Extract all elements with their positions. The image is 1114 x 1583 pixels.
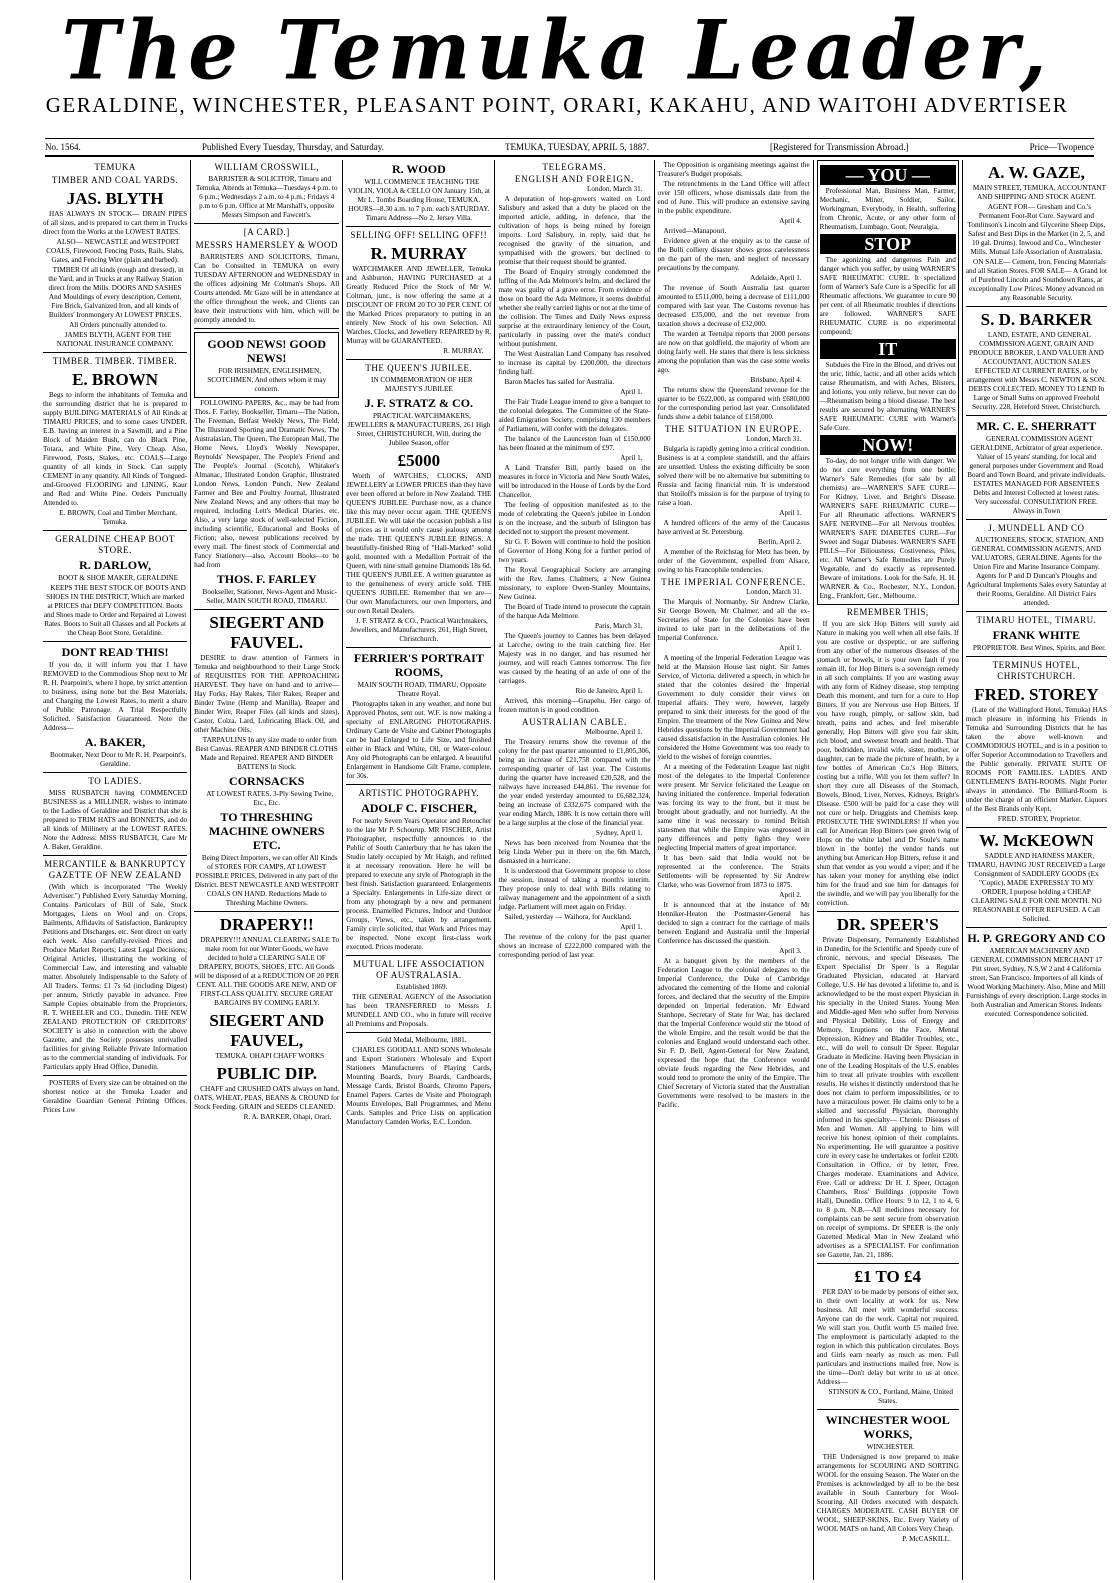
divider (346, 647, 491, 648)
news-paragraph: Baron Macles has sailed for Australia. (504, 378, 615, 386)
ad-stratz-signature: J. F. STRATZ & CO., Practical Watchmakers, Jewellers, and Manufacturers, 261, High Street, Christchurch. (350, 617, 488, 643)
news-paragraph: The Treasury returns show the revenue of the colony for the past quarter amounted to £1,805,306, being an increase of £21,758 compared with the corresponding quarter of last year. The Customs during the quarter have increased £20,528, and the railways have increased £44,861. The revenue for the year ended yesterday amounted to £6,682,324, being an increase of £332,675 compared with the year ending March, 1886. It is now certain there will be a large surplus at the close of the financial year. (498, 738, 651, 827)
ad-fischer-text: For nearly Seven Years Operator and Retoucher to the late Mr P. Schourup. MR FISCHER, Artist Photographer, respectfully announces to the Public of South Canterbury that he has taken the Studio lately occupied by Mr Haigh, and refitted it at necessary renovation. Here he will be prepared to execute any style of Photograph in the best finish. Satisfaction guaranteed. Enlargements a Specialty. Enlargements in Life-size direct or from any photograph by a new and permanent process. Enamelled Pictures, Indoor and Outdoor Groups, Views, etc., taken by arrangement. Family circle solicited, that Work and Prices may be inspected. None except first-class work executed. Prices moderate. (346, 817, 492, 951)
masthead-title: The Temuka Leader, (61, 2, 1053, 99)
dateline-item: Brisbane, April 4. (750, 376, 802, 384)
news-paragraph: News has been received from Noumea that the brig Linda Weber put in there on the 6th March, dismasted in a hurricane. (498, 839, 651, 865)
divider (817, 1263, 959, 1264)
divider (194, 328, 339, 329)
ad-gaze-sale: ON SALE— Cement, Iron, Fencing Materials and all Station Stores. FOR SALE— A Grand lot of Purebred Lincoln and Southdown Rams, at exceptionally Low Prices. Money advanced on any Reasonable Security. (965, 258, 1107, 302)
divider (966, 306, 1107, 307)
column-2 (191, 160, 343, 1580)
publish-schedule: Published Every Tuesday, Thursday, and Saturday. (201, 142, 384, 152)
ad-wool-signature: P. McCASKILL. (902, 1535, 951, 1543)
section-situation-europe: THE SITUATION IN EUROPE. (665, 424, 803, 434)
news-paragraph: The Board of Enquiry strongly condemned the luffing of the Ada Melmore's helm, and declared the mate was guilty of a grave error. From evidence of those on board the Ada Melmore, it seems doubtful whether she really carried lights or not at the time of the collision. The Times and Daily News express surprise at the extraordinary leniency of the Court, particularly in passing over the mate's conduct without punishment. (498, 268, 651, 348)
ad-gaze-text: MAIN STREET, TEMUKA, ACCOUNTANT AND SHIPPING AND STOCK AGENT. (972, 184, 1106, 201)
ad-baker-name: A. BAKER, (84, 735, 146, 749)
news-paragraph: Sailed, yesterday — Waihora, for Auckland. (504, 913, 632, 921)
ad-warner-now-text: To-day, do not longer trifle with danger. We do not cure everything from one bottle; Warner's Safe Remedies (for sale by all chemists) are—WARNER'S SAFE CURE—For Kidney, Liver, and Bright's Disease. WARNER'S SAFE RHEUMATIC CURE—For all Rheumatic affections. WARNER'S SAFE NERVINE—For all Nervous troubles. WARNER'S SAFE DIABETES CURE—For Sweet and Sugar Diabetes. WARNER'S SAFE PILLS—For Biliousness, Costiveness, Piles, etc. All Warner's Safe Remedies are Purely Vegetable, and do exactly as represented. Beware of imitations. Look for the Safe. H. H. WARNER & Co., Rochester, N.Y., London, Eng., Frankfort, Ger., Melbourne. (819, 457, 956, 600)
ad-blyth-location: TEMUKA (94, 162, 136, 172)
ad-barker-text: LAND, ESTATE, AND GENERAL COMMISSION AGENT, GRAIN AND PRODUCE BROKER, LAND VALUER AND ACCOUNTANT, AUCTION SALES EFFECTED AT CURRENT RATES, or by arrangement with Messrs C. NEWTON & SON. DEBTS COLLECTED. MONEY TO LEND In Large or Small Sums on approved Freehold Security. 228, Hereford Street, Christchurch. (966, 331, 1107, 411)
news-paragraph: The revenue of South Australia last quarter amounted to £511,000, being a decrease of £111,000 compared with last year. The Customs revenue has decreased £35,000, and the net revenue from taxation shows a decrease of £32,000. (657, 284, 810, 328)
column-7 (963, 160, 1110, 1580)
ad-stratz-head: THE QUEEN'S JUBILEE. (365, 363, 473, 373)
ad-brown-signature: E. BROWN, Coal and Timber Merchant, Temuka. (59, 509, 177, 526)
ad-darlow-sub: BOOT & SHOE MAKER, GERALDINE (58, 574, 178, 582)
ad-stratz-text: IN COMMEMORATION OF HER MAJESTY'S JUBILEE (371, 376, 473, 393)
dateline-item: Sydney, April 1. (595, 829, 643, 837)
ad-fischer-name: ADOLF C. FISCHER, (361, 801, 477, 815)
divider (43, 530, 187, 531)
ad-gregory-name: H. P. GREGORY AND CO (967, 931, 1106, 945)
ad-stinson-head: £1 TO £4 (854, 1267, 921, 1286)
dateline-item: April 1. (620, 454, 643, 462)
ad-mckeown-text: SADDLE AND HARNESS MAKER, TIMARU, HAVING JUST RECEIVED a Large Consignment of SADDLERY GOODS (Ex "Coptic), MADE EXPRESSLY TO MY ORDER, I purpose holding a CHEAP CLEARING SALE FOR ONE MONTH. NO REASONABLE OFFER REFUSED. A Call Solicited. (967, 852, 1106, 923)
section-imperial-conference: THE IMPERIAL CONFERENCE. (661, 577, 806, 587)
ad-darlow-text: KEEPS THE BEST STOCK OF BOOTS AND SHOES IN THE DISTRICT, Which are marked at PRICES that DEFY COMPETITION. Boots and Shoes made to Order and Repaired at Lowest Rates. Boots to Suit all Classes and all Pockets at the Cheap Boot Store, Geraldine. (43, 584, 187, 637)
news-paragraph: At a banquet given by the members of the Federation League to the colonial delegates to the Imperial Conference, the Duke of Cambridge advocated the cementing of the Home and colonial forces, and declared that the security of the Empire depended on Imperial federation. Mr Edward Stanhope, Secretary of State for War, has declared that the Imperial Conference would stir the blood of the whole Empire, and the result would be that the colonies and England would understand each other. Sir F. D. Bell, Agent-General for New Zealand, expressed the hope that the Conference would obviate feuds regarding the New Hebrides, and would tend to promote the unity of the Empire. The Chief Secretary of Victoria stated that the Australian Governments were resolved to be masters in the Pacific. (657, 957, 810, 1109)
divider (817, 1409, 959, 1410)
ad-hamersley-text: BARRISTERS AND SOLICITORS, Timaru, Can be Consulted in TEMUKA on every TUESDAY AFTERNOON and WEDNESDAY in the offices adjoining Mr Coltman's Shops. All Courts attended. Mr Gaze will be in attendance at the office throughout the week, and Clients can leave their instructions with him, which will be promptly attended to. (194, 253, 340, 324)
ad-sherratt-text: GENERAL COMMISSION AGENT GERALDINE, Arbitrator of great experience. Valuer of 15 years' standing, for local and general purposes under Government and Road Board and Town Board, and private individuals. ESTATES MANAGED FOR ABSENTEES Debts and Interest Collected at lowest rates. Very successful. CONSULTATION FREE. Always in Town (967, 435, 1106, 515)
ad-murray-head: SELLING OFF! SELLING OFF!! (350, 230, 488, 240)
news-paragraph: It is announced that at the instance of Mr Henniker-Heaton the Postmaster-General has decided to sign a contract for the carriage of mails between England and Australia until the Imperial Conference has discussed the question. (657, 901, 810, 945)
ad-dip-head: PUBLIC DIP. (216, 1064, 317, 1083)
news-paragraph: The Opposition is organising meetings against the Treasurer's Budget proposals. (657, 161, 810, 178)
dateline-item: Paris, March 31. (595, 622, 643, 630)
ad-mundell-text: AUCTIONEERS, STOCK, STATION, AND GENERAL COMMISSION AGENTS, AND VALUATORS, GERALDINE. Agents for the Union Fire and Marine Insurance Company. Agents for P and D Duncan's Ploughs and Agricultural Implements Sales every Saturday at their Rooms, Geraldine. All District Fairs attended. (966, 536, 1107, 607)
masthead (0, 0, 1114, 120)
ad-sherratt-name: MR. C. E. SHERRATT (976, 419, 1097, 433)
ad-siegert-name: SIEGERT AND FAUVEL. (209, 613, 325, 652)
dateline-item: Adelaide, April 1. (750, 274, 802, 282)
ad-brown-text: Begs to inform the inhabitants of Temuka and the surrounding district that he is prepared to supply BUILDING MATERIALS of All Kinds at TIMARU PRICES, and to some cases UNDER. E.B. having an interest in a Sawmill, and a Pine Block of Maiden Bush, can do Black Pine, Totara, and White Pine, Very Cheap. Also, Firewood, Posts, Stakes, etc. COALS—Large quantity of all kinds in Stock. Can supply CEMENT in any quantity. All Kinds of Tongued-and-Grooved FLOORING and LINING, Kaur and Red and White Pine. Orders Punctually Attended to. (43, 391, 188, 507)
ad-ferrier-head: FERRIER'S PORTRAIT ROOMS, (353, 651, 484, 679)
news-paragraph: The returns show the Queensland revenue for the quarter to be £622,000, as compared with £680,000 for the corresponding period last year. Consolidated funds show a debit balance of £158,000. (657, 386, 810, 421)
ad-hamersley-card: [A CARD.] (243, 227, 290, 237)
dateline-item: London, March 31. (746, 588, 802, 596)
divider (346, 359, 491, 360)
ad-blyth-name: JAS. BLYTH (66, 189, 164, 208)
ad-mckeown-name: W. McKEOWN (979, 831, 1094, 850)
column-6 (814, 160, 963, 1580)
divider (194, 609, 339, 610)
ad-baker-head: DONT READ THIS! (61, 645, 169, 659)
ad-posters-text: POSTERS of Every size can be obtained on the shortest notice at the Temuka Leader and Geraldine Guardian General Printing Offices. Prices Low (43, 1079, 188, 1114)
ad-crosswill-text: BARRISTER & SOLICITOR, Timaru and Temuka, Attends at Temuka—Tuesdays 4 p.m. to 6 p.m.; Wednesdays 2 a.m. to 4 p.m.; Fridays 4 p.m to 6 p.m. Office at Mr Marshall's, opposite Messrs Simpson and Fawcett's. (195, 175, 338, 219)
news-paragraph: The feeling of opposition manifested as to the mode of celebrating the Queen's jubilee in London is on the increase, and the suburb of Islington has decided not to support the present movement. (498, 501, 651, 536)
ad-warner-you-text: Professional Man, Business Man, Farmer, Mechanic, Miner, Soldier, Sailor, Workingman, Everybody, in Health, suffering from Chronic, Acute, or any other form of Rheumatism, Lumbago, Gout, Neuralgia, (819, 187, 956, 231)
news-paragraph: It is understood that Government propose to close the session, instead of taking a month's interim. They propose only to deal with Bills relating to railway management and the appointment of a sixth judge. Parliament will meet again on Friday. (498, 867, 651, 911)
ad-farley-signature: Bookseller, Stationer, News-Agent and Music-Seller, MAIN SOUTH ROAD, TIMARU. (202, 588, 337, 605)
section-english-foreign: ENGLISH AND FOREIGN. (514, 174, 635, 184)
masthead-subtitle: GERALDINE, WINCHESTER, PLEASANT POINT, ORARI, KAKAHU, AND WAITOHI ADVERTISER (45, 93, 1069, 117)
ad-stratz-amount: £5000 (397, 451, 441, 470)
ad-siegert-cornsacks: CORNSACKS (229, 774, 305, 788)
news-paragraph: A hundred officers of the army of the Caucasus have arrived at St. Petersburg. (657, 519, 810, 536)
news-paragraph: The West Australian Land Company has resolved to increase its capital by £200,000, the directors finding half. (498, 350, 651, 376)
dateline-item: April 1. (779, 644, 802, 652)
ad-siegert-cornsacks-text: AT LOWEST RATES. 3-Ply Sewing Twine, Etc., Etc. (206, 790, 334, 807)
news-paragraph: The Queen's journey to Cannes has been delayed at Larcche, owing to the train catching fire. Her Majesty was in no danger, and has resumed her journey, and will reach Cannes tomorrow. The fire was caused by the heating of an axle of one of the carriages. (498, 632, 651, 685)
ad-rusbatch-text: MISS RUSBATCH having COMMENCED BUSINESS as a MILLINER, wishes to intimate to the Ladies of Geraldine and District that she is prepared to TRIM HATS and BONNETS, and do all kinds of Millinery at the LOWEST RATES. Note the Address: MISS RUSBATCH, Care Mr A. Baker, Geraldine. (43, 789, 188, 851)
ad-farley-sub: FOR IRISHMEN, ENGLISHMEN, SCOTCHMEN, And others whom it may concern. (207, 367, 327, 393)
divider (817, 911, 959, 912)
divider (346, 226, 491, 227)
ad-dip-signature: R. A. BARKER, Ohapi, Orari. (243, 1113, 332, 1121)
dateline-item: London, March 31. (587, 185, 643, 193)
ad-timaru-hotel-name: TIMARU HOTEL, TIMARU. (976, 615, 1097, 625)
news-paragraph: A member of the Reichstag for Metz has been, by order of the Government, expelled from Alsace, owing to his Francophile tendencies. (657, 548, 810, 574)
ad-warner-it-text: Subdues the Fire in the Blood, and drives out the uric, lithic, lactic, and all other acids which cause Rheumatism, and with Aches, Blisters, and lotions, you only relieve, but never can do—Rheumatism being a blood disease. The best results are secured by alternating WARNER'S SAFE RHEUMATIC CURE with Warner's Safe Cure. (819, 361, 956, 432)
ad-farley-head: GOOD NEWS! GOOD NEWS! (207, 337, 327, 365)
ad-wool-head: WINCHESTER WOOL WORKS, (825, 1413, 950, 1441)
ad-wood-name: R. WOOD (391, 162, 446, 176)
ad-wood-text: WILL COMMENCE TEACHING THE VIOLIN, VIOLA & CELLO ON January 15th, at Mr L. Tombs Boarding House, TEMUKA. HOURS—8.30 a.m. to 7 p.m. each SATURDAY. Timaru Address—No 2, Jersey Villa. (347, 178, 490, 222)
ad-speer-text: Private Dispensary, Permanently Established in Dunedin, for the Scientific and Speedy cure of chronic, nervous, and special Diseases. The Expert Specialist Dr Speer is a Regular Graduated Physician, educated at Harvard College, U.S. He has devoted a lifetime to, and is acknowledged to be the most expert Physician in his specialty in the United States. Young Men and Middle-aged Men who suffer from Nervous and Physical Debility, Loss of Energy and Memory, Eruptions on the Face, Mental Depression, Kidney and Bladder Troubles, etc., etc., will do well to consult Dr Speer. Regular Graduate in Medicine. Having been Physician in one of the Leading Hospitals of the U.S. enables him to treat all private troubles with excellent results. He wishes it distinctly understood that he does not claim to perform impossibilities, or to have a miraculous power. He claims only to be a skilled and successful Physician, thoroughly informed in his specialty— Chronic Diseases of Men and Women. All applying to him will receive his honest opinion of their complaints. No experimenting. He will guarantee a positive cure in every case he undertakes or forfeit £200. Consultation in Office, or by letter, Free. Charges moderate. Examinations and Advice, Free. Call or address: Dr H. J. Speer, Octagon Chambers, Ross' Buildings (opposite Town Hall), Dunedin. Office Hours: 9 to 12, 1 to 4, 6 to 8 p.m. N.B.—All medicines necessary for complaints can be sent secure from observation on receipt of symptoms. Dr SPEER is the only Gazetted Medical Man in New Zealand who advertises as a SPECIALIST. For confirmation see Gazette, Jan. 21, 1886. (816, 936, 959, 1259)
ad-mutual-sub: Established 1869. (396, 983, 448, 991)
ad-rusbatch-head: TO LADIES. (88, 776, 142, 786)
news-paragraph: The revenue of the colony for the past quarter shows an increase of £222,000 compared with the corresponding period of last year. (498, 933, 651, 959)
dateline (45, 138, 1094, 157)
ad-ferrier-sub: MAIN SOUTH ROAD, TIMARU, Opposite Theatre Royal. (357, 681, 487, 698)
ad-murray-signature: R. MURRAY. (443, 347, 484, 355)
dateline-item: April 4. (779, 217, 802, 225)
divider (966, 611, 1107, 612)
news-paragraph: Arrived, this morning—Gnapehu. Her cargo of frozen mutton is in good condition. (498, 697, 651, 714)
ad-goodall-head: Gold Medal, Melbourne, 1881. (377, 1036, 467, 1044)
column-5 (655, 160, 814, 1580)
ad-siegert-threshing: TO THRESHING MACHINE OWNERS ETC. (208, 810, 325, 852)
news-paragraph: Arrived—Manapouri. (663, 227, 727, 235)
dateline-item: London, March 31. (746, 435, 802, 443)
divider (346, 1032, 491, 1033)
ad-timaru-hotel-text: PROPRIETOR. Best Wines, Spirits, and Beer. (972, 644, 1106, 652)
ad-blyth-title: TIMBER AND COAL YARDS. (51, 175, 179, 185)
news-paragraph: Evidence given at the enquiry as to the cause of the Bulli colliery disaster shows gross carelessness on the part of the men, and neglect of necessary precautions by the company. (657, 237, 810, 272)
ad-gazette-head: MERCANTILE & BANKRUPTCY GAZETTE OF NEW ZEALAND (44, 859, 187, 880)
news-paragraph: A meeting of the Imperial Federation League was held at the Mansion House last night. Sir James Service, of Victoria, delivered a speech, in which he stated that the colonies desired the Imperial Government to duly consider their views on Imperial affairs. They were, however, largely prepared to sink their interests for the good of the Empire. The treatment of the New Guinea and New Hebrides questions by the Imperial Government had caused dissatisfaction in the Australian colonies. He considered the Home Government was too ready to yield to the wishes of foreign countries. (657, 654, 810, 761)
ad-hamersley-title: MESSRS HAMERSLEY & WOOD (195, 240, 338, 250)
ad-timaru-hotel-proprietor: FRANK WHITE (992, 628, 1081, 642)
divider (966, 656, 1107, 657)
ad-blyth-signature: JAMES BLYTH, AGENT FOR THE NATIONAL INSURANCE COMPANY. (56, 331, 174, 348)
section-telegrams: TELEGRAMS. (542, 162, 607, 172)
dateline-item: Melbourne, April 1. (585, 728, 643, 736)
column-1 (40, 160, 191, 1580)
ad-storey-text: (Late of the Wallingford Hotel, Temuka) HAS much pleasure in informing his Friends in Temuka and Surrounding Districts that he has taken the above well-known and COMMODIOUS HOTEL, and is in a position to offer Superior Accommodation to Travellers and the Public generally. PRIVATE SUITE OF ROOMS FOR FAMILIES. LADIES AND GENTLEMEN'S BATH-ROOMS. Night Porter always in attendance. The Billiard-Room is under the charge of an efficient Marker. Liquors of the Best Brands only Kept. (965, 706, 1107, 813)
news-paragraph: The Marquis of Normanby, Sir Andrew Clarke, Sir George Bowen, Mr Chalmer, and all the ex-Secretaries of State for the Colonies have been invited to take part in the deliberations of the Imperial Conference. (657, 598, 810, 642)
dateline-item: April 2. (779, 891, 802, 899)
ad-mundell-name: J. MUNDELL AND CO (988, 523, 1085, 533)
ad-storey-name: FRED. STOREY (974, 685, 1099, 704)
ad-dip-text: CHAFF and CRUSHED OATS always on hand. OATS, WHEAT, PEAS, BEANS & CROUND for Stock Feeding. GRAIN and SEEDS CLEANED. (194, 1085, 340, 1111)
news-paragraph: Bulgaria is rapidly getting into a critical condition. Business is at a complete standstill, and the affairs are unsettled. Unless the existing difficulty be soon solved there will be no alternative but submitting to Russia and facing financial ruin. It is understood that Stoiloff's mission is for the purpose of trying to raise a loan. (657, 445, 810, 507)
divider (966, 415, 1107, 416)
ad-mutual-head: MUTUAL LIFE ASSOCIATION OF AUSTRALASIA. (353, 959, 485, 980)
ad-farley-box (194, 332, 339, 398)
ad-siegert-threshing-text: Being Direct Importers, we can offer All Kinds of STORES FOR CAMPS, AT LOWEST POSSIBLE PRICES, Delivered in any part of the District. BEST NEWCASTLE AND WESTPORT COALS ON HAND. Reductions Made to Threshing Machine Owners. (194, 854, 339, 907)
ad-blyth-orders: All Orders punctually attended to. (69, 321, 168, 329)
ad-farley-text: FOLLOWING PAPERS, &c., may be had from Thos. F. Farley, Bookseller, Timaru—The Nation, The Freeman, Belfast Weekly News, The Field, The Illustrated Sporting and Dramatic News, The Australasian, The Queen, The European Mail, The Home News, Lloyd's Weekly Newspaper, Reynolds' Newspaper, The People's Friend and The People's Journal (Scotch), Whitaker's Almanac, Illustrated London Graphic, Illustrated London News, London Punch, New Zealand Farmer and Bee and Poultry Journal, Illustrated New Zealand News, and any others that may be required, including Lett's Medical Diaries, etc. Also, a very large stock of well-selected Fiction, including scientific, Educational and Books of Fiction; also, newest publications received by every mail. The finest stock of Commercial and Fancy Stationery—also, Account Books—to be had from (194, 399, 340, 569)
ad-warner-you: — YOU — (820, 165, 956, 185)
ad-murray-text: WATCHMAKER AND JEWELLER, Temuka and Ashburton, HAVING PURCHASED at a Greatly Reduced Price the Stock of Mr W. Coltman, junr., is now offering the same at a DISCOUNT OF FROM 20 TO 30 PER CENT. Of the Marked Prices preparatory to putting in an entirely New Stock of his own Selection. All Watches, Clocks, and Jewellery REPAIRED by R. Murray will be GUARANTEED. (346, 265, 492, 345)
ad-drapery-signature: TEMUKA. OHAPI CHAFF WORKS (215, 1052, 325, 1060)
dateline-item: April 1. (779, 509, 802, 517)
ad-stratz-sub: PRACTICAL WATCHMAKERS, JEWELLERS & MANUFACTURERS, 261 High Street, CHRISTCHURCH, Will, during the Jubilee Season, offer (347, 412, 491, 447)
section-australian-cable: AUSTRALIAN CABLE. (521, 717, 628, 727)
news-paragraph: It has been said that India would not be represented at the conference. The Straits Settlements will be represented by Sir Andrew Clarke, who was Governor from 1873 to 1875. (657, 854, 810, 889)
news-paragraph: The Royal Geographical Society are arranging with the Rev. James Chalmers, a New Guinea missionary, to explore Owen-Stanley Mountains, New Guinea. (498, 566, 651, 601)
ad-siegert-text: DESIRE to draw attention of Farmers in Temuka and neighbourhood to their Large Stock of REQUISITES FOR THE APPROACHING HARVEST. They have on hand and to arrive— Hay Forks, Hay Rakes, Tiler Rakes, Reaper and Binder Twine (Hemp and Manilla), Reaper and Binder Wire, Reaper Files (all kinds and sizes), Castor, Colza, Lard, Lubricating Black Oil, and other Machine Oils. (194, 654, 340, 734)
issue-date: TEMUKA, TUESDAY, APRIL 5, 1887. (504, 142, 649, 152)
ad-darlow-name: R. DARLOW, (79, 558, 152, 572)
column-4 (495, 160, 654, 1580)
ad-warner-stop: STOP (820, 234, 956, 254)
dateline-item: Rio de Janeiro, April 1. (575, 687, 643, 695)
ad-gazette-text: (With which is incorporated "The Weekly Advertiser.") Published Every Saturday Morning, Contains Particulars of Bill of Sale, Stock Mortgages, Liens on Wool and on Crops, Bailments, Affidavits of Satisfaction, Bankruptcy Petitions and Discharges, etc. Sent direct on early each week. Also carefully-revised Prices and Produce Market Reports; Latest Legal Decisions; Original Articles, illustrating the working of Commercial Law, and interesting and valuable matter. Absolutely Indispensable to the Safety of All Traders. Terms: £1 7s 6d (including Digest) per annum, Strictly payable in advance. Free Sample Copies obtainable from the Proprietors, R. T. WHEELER and CO., Dunedin. THE NEW ZEALAND PROTECTION OF CREDITORS' SOCIETY is also in connection with the above Gazette, and the Society possesses unrivalled facilities for giving Reliable Private Information as to the commercial standing of individuals. For Particulars apply Head Office, Dunedin. (43, 883, 188, 1071)
ad-drapery-name: SIEGERT AND FAUVEL, (209, 1011, 325, 1050)
news-paragraph: A Land Transfer Bill, partly based on the measures in force in Victoria and New South Wales, will be introduced in the House of Lords by the Lord Chancellor. (498, 464, 651, 499)
news-paragraph: The retrenchments in the Land Office will affect over 150 officers, whose dismissals date from the end of June. This will produce an extensive saving in the public expenditure. (657, 180, 810, 215)
news-paragraph: At a meeting of the Federation League last night most of the delegates to the Imperial Conference were present. Mr Service felicitated the League on having initiated the conference. Imperial federation was forcing its way to the front, but it must be brought about gradually, and not hurriedly. At the same time it was necessary to remind British statesmen that while the Empire was engrossed in party differences and petty fights they were neglecting Imperial matters of great importance. (657, 763, 810, 852)
column-3 (343, 160, 495, 1580)
ad-barker-name: S. D. BARKER (980, 310, 1093, 329)
news-paragraph: A deputation of hop-growers waited on Lord Salisbury and asked that a duty be placed on the imported article, adding, in defence, that the cultivation of hops is being ruined by foreign imports. Lord Salisbury, in reply, said that he recognised the gravity of the situation, and sympathised with the growers, but declined to promise that their request should be granted. (498, 195, 651, 266)
ad-blyth-timber: TIMBER Of all kinds (rough and dressed), in the Yard, and in Trucks at any Railway Station direct from the Mills. DOORS AND SASHES And Mouldings of every description, Cement, Fire Brick, Galvanized Iron, and all kinds of Builders' Ironmongery At LOWEST PRICES. (48, 266, 184, 319)
divider (966, 827, 1107, 828)
ad-baker-sub: Bootmaker, Next Door to Mr R. H. Pearpoint's, Geraldine. (50, 751, 187, 768)
ad-goodall-text: CHARLES GOODALL AND SONS Wholesale and Export Stationers Wholesale and Export Stationers Manufacturers of Playing Cards, Mounting Boards, Ivory Boards, Cardboards, Message Cards, Bristol Boards, Chromo Papers, Enamel Papers. Cartes de Visite and Photograph Mounts Envelopes, Ball Programmes, and Menu Cards. Samples and Price Lists on application Manufactory Camden Works, E.C. London. (346, 1046, 492, 1126)
news-paragraph: The Board of Trade intend to prosecute the captain of the barque Ada Melmore. (498, 603, 651, 620)
ad-darlow-head: GERALDINE CHEAP BOOT STORE. (55, 534, 175, 555)
registration-note: [Registered for Transmission Abroad.] (770, 142, 909, 152)
ad-stratz-name: J. F. STRATZ & CO. (364, 396, 474, 410)
ad-gaze-name: A. W. GAZE, (987, 163, 1085, 182)
issue-number: No. 1564. (45, 142, 81, 152)
ad-drapery-head: DRAPERY!! (219, 915, 314, 934)
divider (966, 927, 1107, 928)
divider (194, 223, 339, 224)
divider (43, 772, 187, 773)
ad-warner-it: IT (820, 339, 956, 359)
divider (43, 352, 187, 353)
divider (43, 641, 187, 642)
ad-hop-text: If you are sick Hop Bitters will surely aid Nature in making you well when all else fails. If you are costive or dyspeptic, or are suffering from any other of the numerous diseases of the stomach or bowels, it is your own fault if you remain ill, for Hop Bitters is a sovereign remedy in all such complaints. If you are wasting away with any form of Kidney disease, stop tempting Death this moment, and turn for a cure to Hop Bitters. If you are Nervous use Hop Bitters. If you have rough, pimply, or sallow skin, bad breath, pains and aches, and feel miserable generally, Hop Bitters will give you fair skin, rich blood, and sweetest breath and health. That poor, bedridden, invalid wife, sister, mother, or daughter, can be made the picture of health, by a few bottles of American Co.'s Hop Bitters, costing but a trifle. Will you let them suffer? In short they cure all Diseases of the Stomach, Bowels, Blood, Liver, Nerves, Kidneys, Bright's Disease. £500 will be paid for a case they will not cure or help. Druggists and Chemists keep. PROSECUTE THE SWINDLERS! If when you call for American Hop Bitters (see green twig of Hops on the white label and Dr Soule's name blown in the bottle) the vendor hands out anything but American Hop Bitters, refuse it and shun that vendor as you would a viper; and if he has taken your money for anything else indict him for the fraud and sue him for damages for the swindle, and we will pay you liberally for the conviction. (816, 620, 959, 907)
ad-warner-stop-text: The agonizing and dangerous Pain and danger which you suffer, by using WARNER'S SAFE RHEUMATIC CURE. It specialized form of Warner's Safe Cure is a Specific for all Rheumatic affections. We guarantee to cure 90 per cent. of all Rheumatic troubles if directions are followed. WARNER'S SAFE RHEUMATIC CURE is no experimental compound; (819, 256, 956, 336)
ad-speer-head: DR. SPEER'S (836, 915, 939, 934)
ad-wool-sub: WINCHESTER. (866, 1443, 915, 1451)
divider (966, 519, 1107, 520)
ad-fischer-head: ARTISTIC PHOTOGRAPHY. (358, 788, 480, 798)
ad-siegert-tarpaulins: TARPAULINS In any size made to order from Best Canvas. REAPER AND BINDER CLOTHS Made and Repaired. REAPER AND BINDER BATTENS In Stock. (195, 736, 338, 771)
ad-warner-now: NOW! (820, 435, 956, 455)
ad-brown-head: TIMBER. TIMBER. TIMBER. (52, 356, 178, 366)
ad-gaze-agent: AGENT FOR— Gresham and Co.'s Permanent Foot-Rot Cure. Sayward and Tomlinson's Lincoln and Glycerine Sheep Dips, Safest and Best Dips in the Market (in 2, 5, and 10 gal. Drums). Inwood and Co., Winchester Mills. Mutual Life Association of Australasia. (967, 203, 1106, 256)
divider (346, 955, 491, 956)
ad-crosswill-title: WILLIAM CROSSWILL, (214, 162, 319, 172)
ad-brown-name: E. BROWN (72, 370, 159, 389)
ad-ferrier-text: Photographs taken in any weather, and none but Approved Photos, sent out. W.F. is now making a specialty of ENLARGING PHOTOGRAPHS. Ordinary Carte de Visite and Cabinet Photographs can be had Enlarged to Life Size, and finished either in Black and White, Oil, or Water-colour. Any old Photographs can be enlarged. A beautiful Enlargement in Handsome Gilt Frame, complete, for 30s. (346, 700, 492, 780)
ad-baker-text: If you do, it will inform you that I have REMOVED to the Commodious Shop next to Mr R. H. Pearpoint's, where I hope, by strict attention to business, using none but the Best Materials, and Charging the Lowest Rates, to merit a share of Public Patronage. A Trial Respectfully Solicited. Satisfaction Guaranteed. Note the Address— (43, 661, 188, 732)
dateline-item: Berlin, April 2. (758, 538, 802, 546)
ad-warner-box (817, 160, 959, 605)
divider (43, 1075, 187, 1076)
ad-farley-name: THOS. F. FARLEY (216, 572, 317, 586)
ad-gregory-text: AMERICAN MACHINERY AND GENERAL COMMISSION MERCHANT 17 Pitt street, Sydney, N.S.W 2 and 4 California street, San Francisco. Importers of all kinds of Wood Working Machinery. Also, Mine and Mill Furnishings of every description. Large stocks in both Australian and American Stores. Indents executed. Correspondence solicited. (966, 947, 1107, 1018)
news-paragraph: The warden at Teetulpa reports that 2000 persons are now on that goldfield, the majority of whom are doing fairly well. He states that there is less sickness among the population than was the case some weeks ago. (657, 330, 810, 374)
news-paragraph: The Fair Trade League intend to give a banquet to the colonial delegates. The Committee of the State-aided Emigration Society, comprising 130 members of Parliament, will confer with the delegates. (498, 398, 651, 433)
price: Price—Twopence (1029, 142, 1094, 152)
news-paragraph: The balance of the Launceston loan of £150,000 has been floated at the minimum of £97. (498, 435, 651, 452)
ad-storey-signature: FRED. STOREY, Proprietor. (997, 815, 1081, 823)
ad-stinson-signature: STINSON & CO., Portland, Maine, United States. (828, 1388, 953, 1405)
ad-drapery-text: DRAPERY!!! ANNUAL CLEARING SALE To make room for our Winter Goods, we have decided to hold a CLEARING SALE OF DRAPERY, BOOTS, SHOES, ETC. All Goods will be disposed of at a REDUCTION OF 20 PER CENT. ALL THE GOODS ARE NEW, AND OF FIRST-CLASS QUALITY. SECURE GREAT BARGAINS BY COMING EARLY. (194, 936, 340, 1007)
ad-stinson-text: PER DAY to be made by persons of either sex, in their own locality at work for us. New business. All meet with wonderful success. Anyone can do the work. Capital not required. We will start you. Outfit worth £5 mailed free. The employment is particularly adapted to the region in which this publication circulates. Boys and Girls earn nearly as much as men. Full particulars and instructions mailed free. Now is the time—Don't delay but write to us at once. Address— (816, 1288, 959, 1386)
ad-blyth-also: ALSO— NEWCASTLE and WESTPORT COALS, Firewood, Fencing Posts, Rails, Slabs, Gates, and Fencing Wire (plain and barbed). (46, 238, 184, 264)
ad-murray-name: R. MURRAY (370, 244, 468, 263)
dateline-item: April 1. (620, 388, 643, 396)
dateline-item: April 3. (779, 947, 802, 955)
page-columns (40, 160, 1110, 1580)
news-paragraph: Sir G. F. Bowen will continue to hold the position of Governor of Hong Kong for a further period of two years. (498, 538, 651, 564)
ad-blyth-text: HAS ALWAYS IN STOCK— DRAIN PIPES of all sizes, and is prepared to cart them in Trucks direct from the Works at the LOWEST RATES. (43, 210, 188, 236)
ad-mutual-text: THE GENERAL AGENCY of the Association has been TRANSFERRED to Messrs J. MUNDELL AND CO., who in future will receive all Premiums and Proposals. (346, 993, 492, 1028)
ad-terminus-head: TERMINUS HOTEL, CHRISTCHURCH. (992, 660, 1081, 681)
divider (194, 911, 339, 912)
ad-wool-text: THE Undersigned is now prepared to make arrangements for SCOURING AND SORTING WOOL for the ensuing Season. The Water on the Premises is acknowledged by all to be the best available in South Canterbury for Wool-Scouring. All Orders executed with despatch. CHARGES MODERATE. CASH BUYER OF WOOL, SHEEP-SKINS, Etc. Every Variety of WOOL MATS on hand, All Colors Very Cheap. (816, 1453, 959, 1533)
dateline-item: April 1. (620, 923, 643, 931)
divider (346, 784, 491, 785)
ad-hop-head: REMEMBER THIS, (846, 607, 929, 617)
divider (43, 855, 187, 856)
ad-stratz-more: Worth of WATCHES, CLOCKS, AND JEWELLERY at LOWER PRICES than they have ever been offered at before in New Zealand. THE QUEEN'S JUBILEE. Purchase now, as a chance like this may never occur again. THE QUEEN'S JUBILEE. We will take the occasion publish a list of prices as it would only cause jealousy among the trade. THE QUEEN'S JUBILEE RINGS. A beautifully-finished Ring of "Hall-Marked" solid gold, mounted with a Medallion Portrait of the Queen, with nine small genuine Diamonds 18s 6d. THE QUEEN'S JUBILEE. A written guarantee as to the genuineness of every article sold. THE QUEEN'S JUBILEE. Remember that we are—Our own Manufacturers, our own Importers, and our own Retail Dealers. (346, 472, 492, 615)
